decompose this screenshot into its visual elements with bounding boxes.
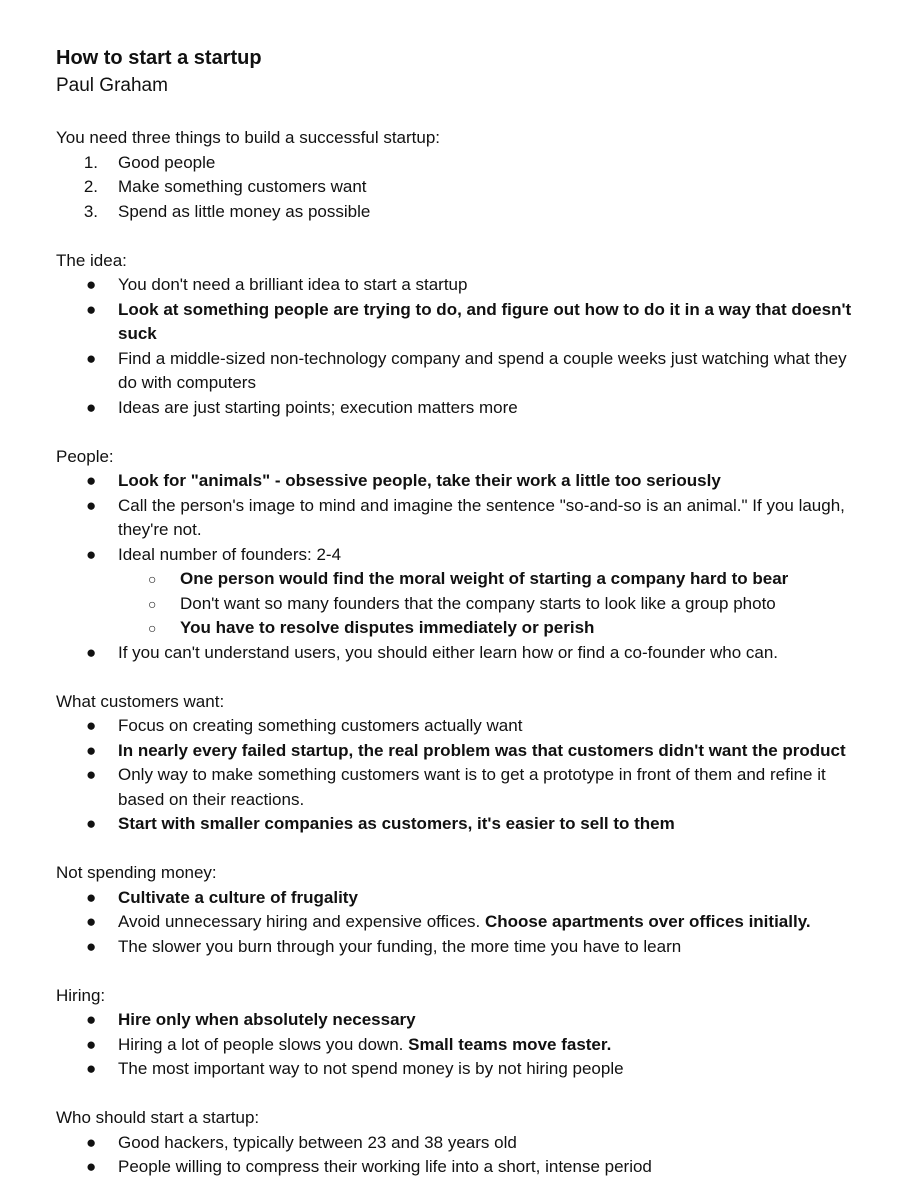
bullet-icon: ● xyxy=(86,740,97,760)
list-item-text: Start with smaller companies as customers, it's easier to sell to them xyxy=(118,814,675,833)
bullet-icon: ● xyxy=(86,1059,97,1078)
list-item xyxy=(56,1008,855,1033)
section-heading: People: xyxy=(56,446,114,466)
bullet-list xyxy=(56,273,855,420)
document-title: How to start a startup xyxy=(56,47,262,69)
section-heading: Hiring: xyxy=(56,985,106,1005)
list-item xyxy=(56,886,855,911)
section-who xyxy=(56,1106,855,1180)
list-item-text: If you can't understand users, you should either learn how or find a co-founder who can. xyxy=(118,642,779,662)
list-item xyxy=(56,641,855,666)
list-item-text: Hiring a lot of people slows you down. xyxy=(118,1034,404,1054)
section-heading: What customers want: xyxy=(56,691,225,711)
list-item xyxy=(56,273,855,298)
section-heading: Not spending money: xyxy=(56,863,217,882)
list-number: 2. xyxy=(83,177,98,196)
list-item xyxy=(56,1033,855,1058)
list-item-text: Spend as little money as possible xyxy=(118,201,371,221)
list-item xyxy=(56,714,855,739)
bullet-icon: ● xyxy=(86,495,97,515)
list-item-text: Look at something people are trying to do, and figure out how to do it in a way that doesn't suck xyxy=(118,299,852,343)
bullet-icon: ● xyxy=(86,299,97,319)
bullet-icon: ● xyxy=(86,912,97,931)
bullet-list xyxy=(56,469,855,567)
list-item xyxy=(56,151,855,176)
bullet-icon: ● xyxy=(86,1034,97,1054)
bullet-icon: ● xyxy=(86,936,97,956)
section-heading: Who should start a startup: xyxy=(56,1108,260,1127)
nested-bullet-list xyxy=(56,567,855,641)
list-item-text: Don't want so many founders that the company starts to look like a group photo xyxy=(180,593,776,613)
hollow-bullet-icon: ○ xyxy=(148,571,157,587)
list-item-text: One person would find the moral weight of starting a company hard to bear xyxy=(180,569,789,588)
list-item xyxy=(56,1155,855,1180)
bullet-icon: ● xyxy=(86,642,97,662)
list-item-text: Look for "animals" - obsessive people, take their work a little too seriously xyxy=(118,471,721,490)
bullet-list xyxy=(56,641,855,666)
list-item xyxy=(56,396,855,421)
list-item-text: Hire only when absolutely necessary xyxy=(118,1010,416,1029)
list-item xyxy=(56,1057,855,1082)
section-heading: You need three things to build a successful startup: xyxy=(56,128,441,147)
section-intro xyxy=(56,126,855,224)
list-item-text: Good hackers, typically between 23 and 38 years old xyxy=(118,1132,517,1152)
list-item-text: Avoid unnecessary hiring and expensive offices. xyxy=(118,912,481,931)
list-item-text: Only way to make something customers want is to get a prototype in front of them and refine it based on their reactions. xyxy=(118,765,826,809)
list-item xyxy=(56,469,855,494)
list-number: 1. xyxy=(83,152,98,172)
list-item-emphasis: Small teams move faster. xyxy=(408,1034,612,1054)
bullet-icon: ● xyxy=(86,544,97,564)
list-item xyxy=(56,592,855,617)
list-item xyxy=(56,175,855,200)
list-item-emphasis: Choose apartments over offices initially. xyxy=(485,912,811,931)
list-item-text: The most important way to not spend money is by not hiring people xyxy=(118,1059,624,1078)
bullet-icon: ● xyxy=(86,397,97,417)
bullet-icon: ● xyxy=(86,716,97,735)
list-item xyxy=(56,935,855,960)
list-item-text: Focus on creating something customers actually want xyxy=(118,716,523,735)
bullet-list xyxy=(56,886,855,960)
list-item-text: You have to resolve disputes immediately or perish xyxy=(180,618,595,637)
bullet-list xyxy=(56,1131,855,1180)
section-customers xyxy=(56,690,855,837)
bullet-icon: ● xyxy=(86,471,97,490)
bullet-list xyxy=(56,714,855,837)
list-item xyxy=(56,200,855,225)
list-item-text: In nearly every failed startup, the real problem was that customers didn't want the product xyxy=(118,740,846,760)
numbered-list xyxy=(56,151,855,225)
list-item xyxy=(56,1131,855,1156)
section-idea xyxy=(56,249,855,421)
list-item xyxy=(56,543,855,568)
hollow-bullet-icon: ○ xyxy=(148,595,157,612)
document-author: Paul Graham xyxy=(56,75,168,96)
bullet-icon: ● xyxy=(86,1157,97,1176)
list-item-text: Ideal number of founders: 2-4 xyxy=(118,544,342,564)
list-item xyxy=(56,616,855,641)
list-number: 3. xyxy=(83,201,98,221)
list-item xyxy=(56,494,855,543)
section-heading: The idea: xyxy=(56,250,127,270)
list-item-text: Good people xyxy=(118,152,216,172)
list-item xyxy=(56,763,855,812)
list-item xyxy=(56,347,855,396)
list-item-text: Ideas are just starting points; execution matters more xyxy=(118,397,518,417)
list-item xyxy=(56,567,855,592)
bullet-icon: ● xyxy=(86,887,97,907)
section-hiring xyxy=(56,984,855,1082)
list-item xyxy=(56,739,855,764)
list-item-text: The slower you burn through your funding, the more time you have to learn xyxy=(118,936,682,956)
bullet-icon: ● xyxy=(86,1010,97,1029)
bullet-icon: ● xyxy=(86,814,97,833)
section-people xyxy=(56,445,855,666)
list-item xyxy=(56,910,855,935)
list-item-text: Call the person's image to mind and imagine the sentence "so-and-so is an animal." If you laugh, they're not. xyxy=(118,495,845,539)
bullet-list xyxy=(56,1008,855,1082)
list-item-text: Cultivate a culture of frugality xyxy=(118,887,358,907)
list-item-text: People willing to compress their working life into a short, intense period xyxy=(118,1157,652,1176)
section-money xyxy=(56,861,855,959)
list-item-text: Make something customers want xyxy=(118,177,367,196)
list-item xyxy=(56,812,855,837)
list-item-text: Find a middle-sized non-technology company and spend a couple weeks just watching what they do with computers xyxy=(118,348,847,392)
bullet-icon: ● xyxy=(86,348,97,368)
bullet-icon: ● xyxy=(86,1132,97,1152)
bullet-icon: ● xyxy=(86,765,97,784)
list-item-text: You don't need a brilliant idea to start a startup xyxy=(118,275,468,294)
list-item xyxy=(56,298,855,347)
hollow-bullet-icon: ○ xyxy=(148,620,157,636)
bullet-icon: ● xyxy=(86,275,97,294)
